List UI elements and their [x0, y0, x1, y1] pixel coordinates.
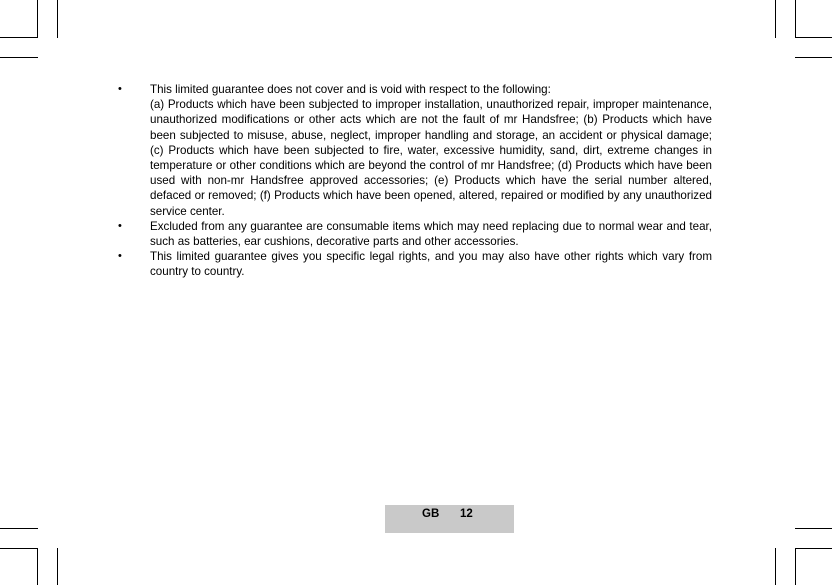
crop-mark-top-right-v	[795, 0, 796, 38]
list-item-intro: This limited guarantee does not cover and is void with respect to the following:	[150, 83, 551, 96]
page-number: 12	[460, 508, 473, 520]
crop-mark-bottom-left-v	[37, 548, 38, 585]
list-item-body: Excluded from any guarantee are consumable items which may need replacing due to normal wear and tear, such as batteries, ear cushions, decorative parts and other accessories.	[150, 219, 712, 249]
bullet-marker: •	[118, 219, 122, 232]
guarantee-exclusions-list	[118, 82, 712, 280]
crop-mark-top-right-h	[795, 37, 832, 38]
crop-mark-top-right-h2	[795, 57, 832, 58]
crop-mark-bottom-right-v2	[775, 548, 776, 585]
bullet-marker: •	[118, 250, 122, 263]
list-item-legal-rights	[118, 249, 712, 279]
crop-mark-bottom-left-h	[0, 528, 38, 529]
crop-mark-top-left-v2	[57, 0, 58, 38]
list-item-body: (a) Products which have been subjected to improper installation, unauthorized repair, improper maintenance, unauthorized modifications or other acts which are not the fault of mr Handsfree; (b) Products which have been subjected to misuse, abuse, neglect, improper handling and storage, an accident or physical damage; (c) Products which have been subjected to fire, water, excessive humidity, sand, dirt, extreme changes in temperature or other conditions which are beyond the control of mr Handsfree; (d) Products which have been used with non-mr Handsfree approved accessories; (e) Products which have the serial number altered, defaced or removed; (f) Products which have been opened, altered, repaired or modified by any unauthorized service center.	[150, 98, 712, 218]
crop-mark-top-right-v2	[775, 0, 776, 38]
crop-mark-bottom-right-h2	[795, 548, 832, 549]
crop-mark-bottom-right-v	[795, 548, 796, 585]
list-item-exclusions	[118, 82, 712, 219]
crop-mark-top-left-h2	[0, 57, 38, 58]
crop-mark-bottom-right-h	[795, 528, 832, 529]
crop-mark-top-left-v	[37, 0, 38, 38]
language-code: GB	[422, 508, 440, 520]
bullet-marker: •	[118, 83, 122, 95]
list-item-body: This limited guarantee gives you specific legal rights, and you may also have other rights which vary from country to country.	[150, 250, 712, 279]
page-footer	[385, 505, 514, 533]
crop-mark-bottom-left-v2	[57, 548, 58, 585]
crop-mark-bottom-left-h2	[0, 548, 38, 549]
list-item-consumables	[118, 219, 712, 249]
crop-mark-top-left-h	[0, 37, 38, 38]
